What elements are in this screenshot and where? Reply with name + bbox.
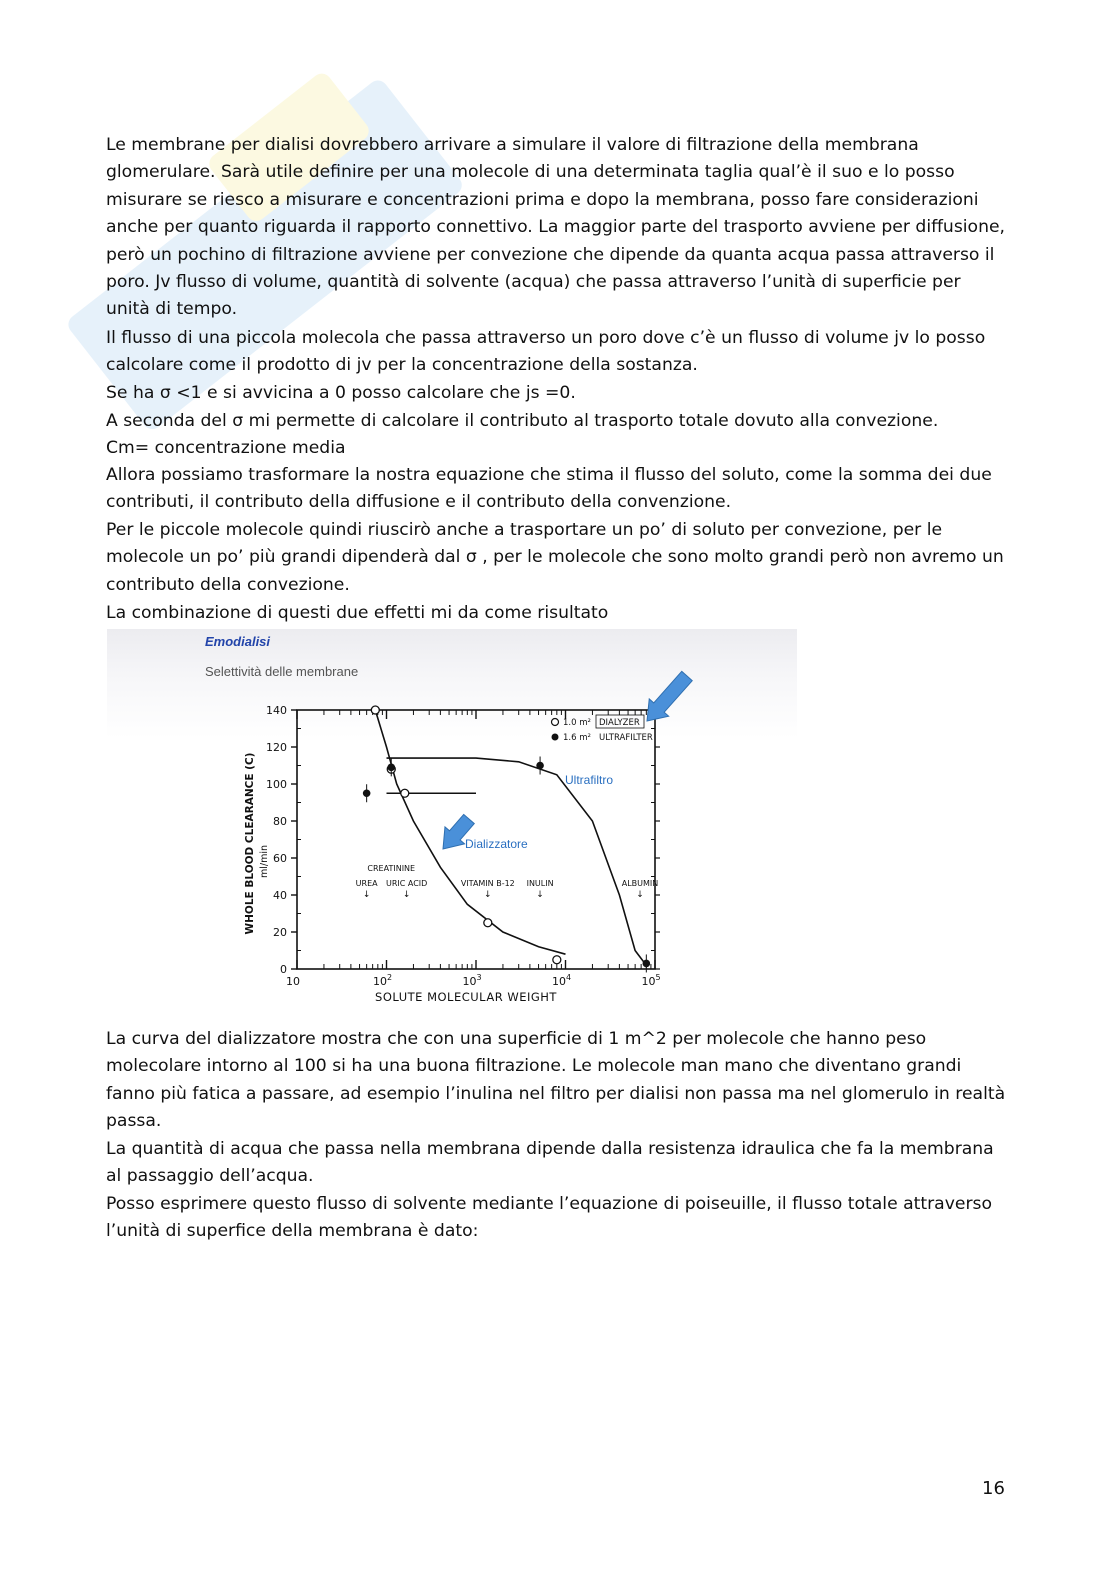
y-axis-unit: ml/min — [259, 844, 270, 879]
ultrafilter-curve — [387, 758, 647, 965]
solute-label: UREA — [355, 879, 378, 888]
solute-label: VITAMIN B-12 — [460, 879, 515, 888]
dialyzer-label-arrow-icon — [637, 667, 696, 729]
figure-header: Emodialisi — [205, 634, 271, 649]
solute-label: ALBUMIN — [621, 879, 659, 888]
x-tick-label: $10^4$ — [551, 973, 572, 988]
paragraph-11: Posso esprimere questo flusso di solvente mediante l’equazione di poiseuille, il flusso totale attraverso l’unità di superfice della membrana è dato: — [106, 1194, 992, 1242]
legend-area: 1.6 m² — [563, 733, 591, 743]
paragraph-1: Le membrane per dialisi dovrebbero arrivare a simulare il valore di filtrazione della membrana glomerulare. Sarà utile definire per una molecole di una determinata taglia qual’è il suo e lo posso misurare se riesco a misurare e concentrazioni prima e dopo la membrana, posso fare considerazioni anche per quanto riguarda il rapporto connettivo. La maggior parte del trasporto avviene per diffusione, però un pochino di filtrazione avviene per convezione che dipende da quanta acqua passa attraverso il poro. Jv flusso di volume, quantità di solvente (acqua) che passa attraverso l’unità di superficie per unità di tempo. — [106, 135, 1006, 320]
paragraph-9: La curva del dializzatore mostra che con una superficie di 1 m^2 per molecole che hanno peso molecolare intorno al 100 si ha una buona filtrazione. Le molecole man mano che diventano grandi fanno più fatica a passare, ad esempio l’inulina nel filtro per dialisi non passa ma nel glomerulo in realtà passa. — [106, 1029, 1006, 1132]
solute-arrow-icon: ↓ — [484, 890, 492, 900]
legend-area: 1.0 m² — [563, 718, 591, 728]
y-tick-label: 100 — [266, 778, 287, 791]
solute-arrow-icon: ↓ — [536, 890, 544, 900]
dialyzer-curve — [375, 710, 565, 954]
ultrafilter-annotation: Ultrafiltro — [565, 773, 614, 787]
figure-subtitle: Selettività delle membrane — [205, 664, 359, 679]
ultrafilter-point — [643, 960, 651, 968]
paragraph-7: Per le piccole molecole quindi riuscirò anche a trasportare un po’ di soluto per convezione, per le molecole un po’ più grandi dipenderà dal σ , per le molecole che sono molto grandi però non avremo un contributo della convezione. — [106, 520, 1004, 595]
page-number: 16 — [982, 1478, 1005, 1499]
paragraph-6: Allora possiamo trasformare la nostra equazione che stima il flusso del soluto, come la somma dei due contributi, il contributo della diffusione e il contributo della convenzione. — [106, 465, 992, 513]
dialyzer-point — [484, 919, 492, 927]
y-tick-label: 120 — [266, 741, 287, 754]
dialyzer-point — [553, 956, 561, 964]
y-tick-label: 140 — [266, 704, 287, 717]
legend-label: DIALYZER — [599, 718, 640, 728]
x-tick-label: $10^3$ — [462, 973, 482, 988]
dialyzer-annotation: Dializzatore — [465, 837, 528, 851]
solute-label: CREATININE — [367, 864, 416, 873]
x-tick-label: $10^2$ — [372, 973, 393, 988]
x-tick-label: 10 — [286, 975, 300, 988]
solute-arrow-icon: ↓ — [362, 890, 371, 900]
paragraph-4: A seconda del σ mi permette di calcolare il contributo al trasporto totale dovuto alla convezione. — [106, 411, 939, 431]
y-tick-label: 0 — [280, 963, 287, 976]
paragraph-3: Se ha σ <1 e si avvicina a 0 posso calcolare che js =0. — [106, 383, 576, 403]
y-tick-label: 60 — [273, 852, 287, 865]
ultrafilter-point — [536, 762, 544, 770]
x-tick-label: $10^5$ — [641, 973, 661, 988]
y-tick-label: 80 — [273, 815, 287, 828]
ultrafilter-point — [387, 764, 395, 772]
x-axis-label: SOLUTE MOLECULAR WEIGHT — [375, 990, 557, 1004]
paragraph-10: La quantità di acqua che passa nella membrana dipende dalla resistenza idraulica che fa la membrana al passaggio dell’acqua. — [106, 1139, 994, 1187]
solute-label: INULIN — [526, 879, 554, 888]
legend-label: ULTRAFILTER — [599, 733, 653, 743]
clearance-chart — [107, 629, 797, 1025]
y-tick-label: 40 — [273, 889, 287, 902]
y-axis-label: WHOLE BLOOD CLEARANCE (C) — [244, 752, 256, 935]
paragraph-8: La combinazione di questi due effetti mi da come risultato — [106, 603, 609, 623]
solute-arrow-icon: ↓ — [402, 890, 411, 900]
solute-label: URIC ACID — [385, 879, 428, 888]
paragraph-2: Il flusso di una piccola molecola che passa attraverso un poro dove c’è un flusso di volume jv lo posso calcolare come il prodotto di jv per la concentrazione della sostanza. — [106, 328, 986, 376]
y-tick-label: 20 — [273, 926, 287, 939]
clearance-figure — [107, 629, 797, 1025]
dialyzer-point — [371, 706, 379, 714]
paragraph-5: Cm= concentrazione media — [106, 438, 346, 458]
solute-arrow-icon: ↓ — [636, 890, 644, 900]
legend-marker-filled — [552, 734, 559, 741]
dialyzer-point — [401, 789, 409, 797]
legend-marker-open — [552, 719, 559, 726]
ultrafilter-point — [363, 789, 371, 797]
